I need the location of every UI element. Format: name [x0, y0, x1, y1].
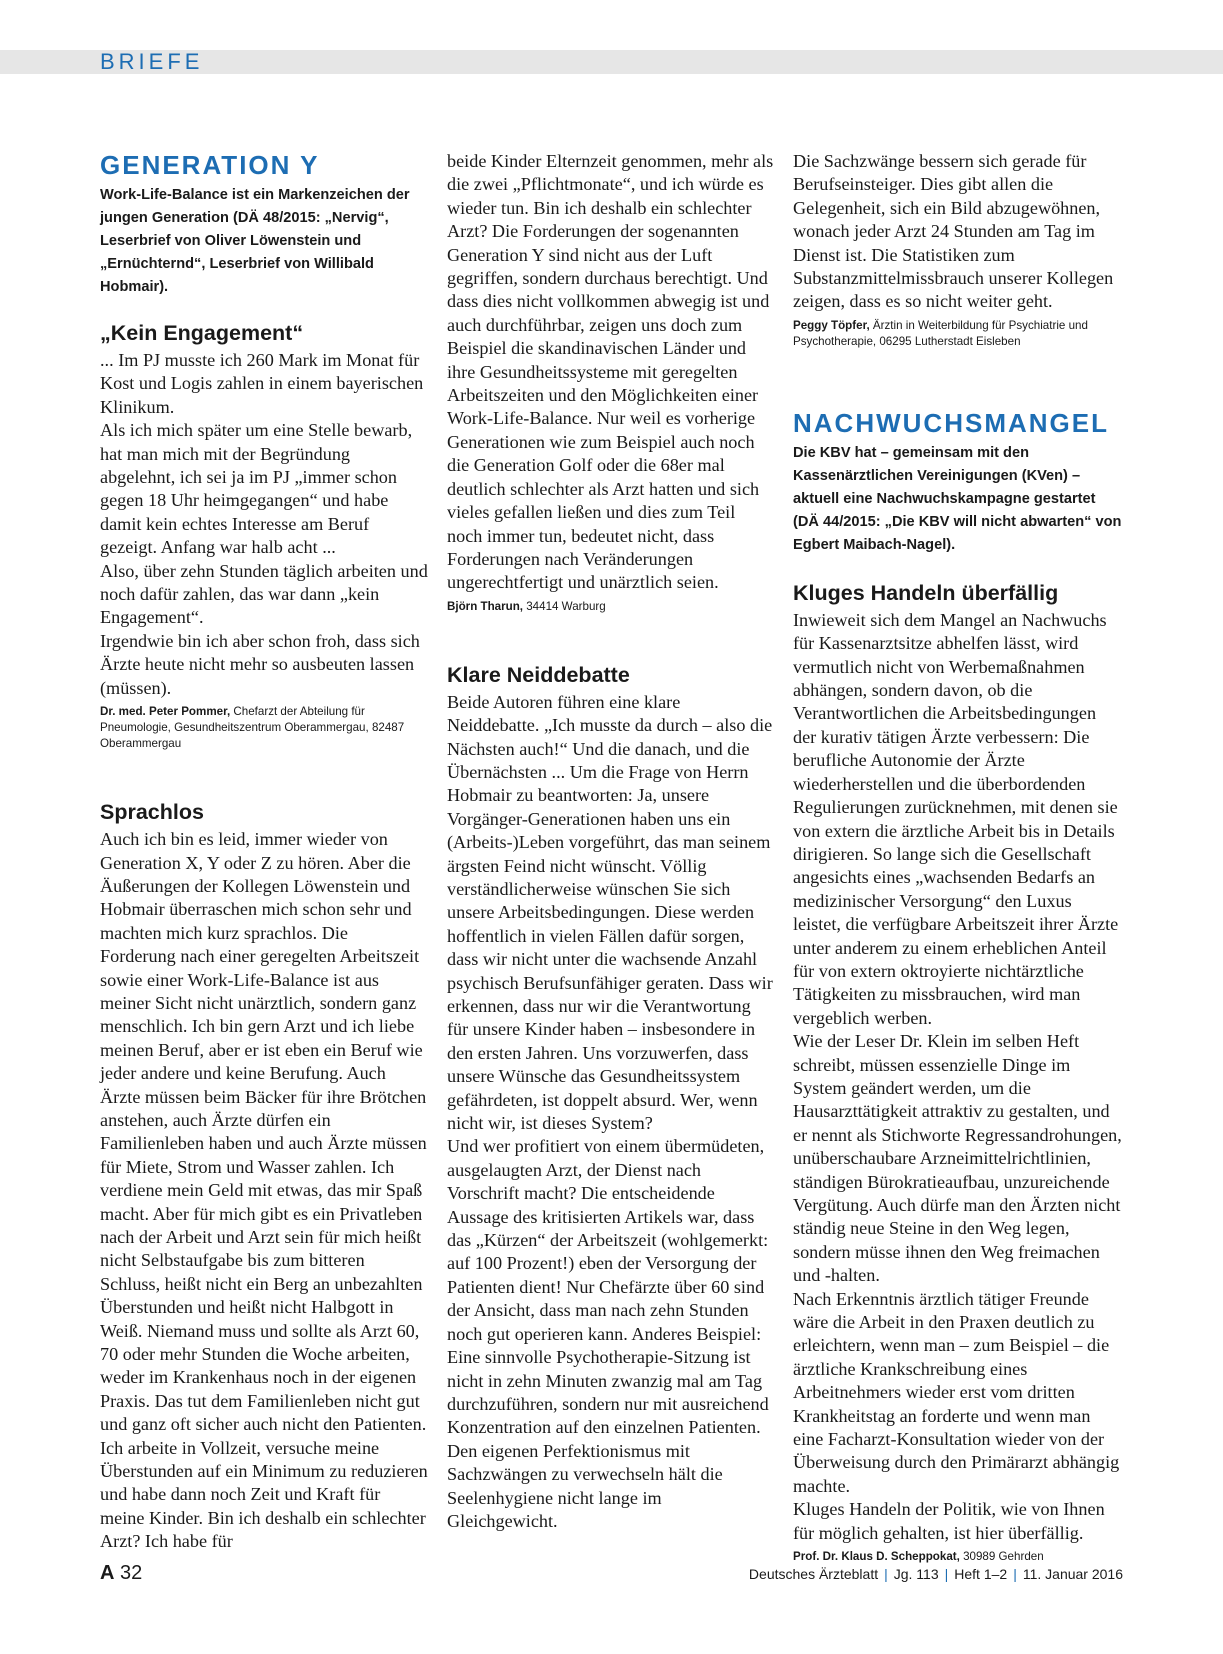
page-number-value: 32 — [120, 1562, 143, 1584]
signature-details: Chefarzt der Abteilung für Pneumologie, Gesundheitszentrum Oberammergau, 82487 Oberammergau — [100, 705, 405, 751]
rubric-intro: Work-Life-Balance ist ein Markenzeichen der jungen Generation (DÄ 48/2015: „Nervig“, Leserbrief von Oliver Löwenstein und „Ernüchternd“, Leserbrief von Willibald Hobmair). — [100, 187, 410, 295]
journal-volume: Jg. 113 — [893, 1566, 939, 1582]
paragraph: Auch ich bin es leid, immer wieder von Generation X, Y oder Z zu hören. Aber die Äußerungen der Kollegen Löwenstein und Hobmair überraschen mich schon sehr und machten mich kurz sprachlos. Die Forderung nach einer geregelten Arbeitszeit sowie einer Work-Life-Balance ist aus meiner Sicht nicht unärztlich, sondern ganz menschlich. Ich bin gern Arzt und ich liebe meinen Beruf, aber er ist eben ein Beruf wie jeder andere und keine Berufung. Auch Ärzte müssen beim Bäcker für ihre Brötchen anstehen, auch Ärzte dürfen ein Familienleben haben und auch Ärzte müssen für Miete, Strom und Wasser zahlen. Ich verdiene mein Geld mit etwas, das mir Spaß macht. Aber für mich gibt es ein Privatleben nach der Arbeit und Arzt sein für mich heißt nicht Selbstaufgabe bis zum bitteren Schluss, heißt nicht ein Berg an unbezahlten Überstunden und heißt nicht Halbgott in Weiß. Niemand muss und sollte als Arzt 60, 70 oder mehr Stunden die Woche arbeiten, weder im Krankenhaus noch in der eigenen Praxis. Das tut dem Familienleben nicht gut und ganz oft sicher auch nicht den Patienten. Ich arbeite in Vollzeit, versuche meine Überstunden auf ein Minimum zu reduzieren und habe dann noch Zeit und Kraft für meine Kinder. Bin ich deshalb ein schlechter Arzt? Ich habe für — [100, 829, 428, 1552]
letter-body — [100, 828, 428, 1554]
letter-signature — [793, 318, 1123, 350]
paragraph: Irgendwie bin ich aber schon froh, dass sich Ärzte heute nicht mehr so ausbeuten lassen (müssen). — [100, 630, 420, 698]
paragraph: Und wer profitiert von einem übermüdeten, ausgelaugten Arzt, der Dienst nach Vorschrift macht? Die entscheidende Aussage des kritisierten Artikels war, dass das „Kürzen“ der Arbeitszeit (wohlgemerkt: auf 100 Prozent!) eben der Versorgung der Patienten dient! Nur Chefärzte über 60 sind der Ansicht, dass man nach zehn Stunden noch gut operieren kann. Anderes Beispiel: Eine sinnvolle Psychotherapie-Sitzung ist nicht in zehn Minuten zwanzig mal am Tag durchzuführen, sondern nur mit ausreichend Konzentration auf den einzelnen Patienten. — [447, 1136, 769, 1438]
paragraph: Beide Autoren führen eine klare Neiddebatte. „Ich musste da durch – also die Nächsten auch!“ Und die danach, und die Übernächsten ... Um die Frage von Herrn Hobmair zu beantworten: Ja, unsere Vorgänger-Generationen haben uns ein (Arbeits-)Leben vorgeführt, das man seinem ärgsten Feind nicht wünscht. Völlig verständlicherweise wünschen Sie sich unsere Arbeitsbedingungen. Diese werden hoffentlich in vielen Fällen dafür sorgen, dass wir nicht unter die wachsende Anzahl psychisch Berufsunfähiger geraten. Dass wir erkennen, dass nur wir die Verantwortung für unsere Kinder haben – insbesondere in den ersten Jahren. Uns vorzuwerfen, dass unsere Wünsche das Gesundheitssystem gefährdeten, ist doppelt absurd. Wer, wenn nicht wir, ist dieses System? — [447, 691, 773, 1134]
letter-body-continued — [447, 150, 775, 595]
paragraph: Also, über zehn Stunden täglich arbeiten und noch dafür zahlen, das war dann „kein Engagement“. — [100, 560, 428, 628]
section-label: BRIEFE — [100, 49, 204, 74]
paragraph: beide Kinder Elternzeit genommen, mehr als die zwei „Pflichtmonate“, und ich würde es wieder tun. Bin ich deshalb ein schlechter Arzt? Die Forderungen der sogenannten Generation Y sind nicht aus der Luft gegriffen, sondern durchaus berechtigt. Und dass dies nicht vollkommen abwegig ist und auch durchführbar, zeigen uns doch zum Beispiel die skandinavischen Länder und ihre Gesundheitssysteme mit geregelten Arbeitszeiten und den Möglichkeiten einer Work-Life-Balance. Nur weil es vorherige Generationen wie zum Beispiel auch noch die Generation Golf oder die 68er mal deutlich schlechter als Arzt hatten und sich vieles gefallen ließen und dies zum Teil noch immer tun, bedeutet nicht, dass Forderungen nach Veränderungen ungerechtfertigt und unärztlich seien. — [447, 151, 774, 593]
letter-signature — [100, 704, 428, 752]
column-3 — [793, 150, 1123, 1565]
letter-headline: Kluges Handeln überfällig — [793, 580, 1059, 605]
paragraph: Inwieweit sich dem Mangel an Nachwuchs für Kassenarztsitze abhelfen lässt, wird vermutlich nicht von Werbemaßnahmen abhängen, sondern davon, ob die Verantwortlichen die Arbeitsbedingungen der kurativ tätigen Ärzte verbessern: Die berufliche Autonomie der Ärzte wiederherstellen und die überbordenden Regulierungen zurücknehmen, mit denen sie von extern die ärztliche Arbeit bis in Details dirigieren. So lange sich die Gesellschaft angesichts eines „wachsenden Bedarfs an medizinischer Versorgung“ den Luxus leistet, die verfügbare Arbeitszeit ihrer Ärzte unter anderem zu einem erheblichen Anteil für von extern oktroyierte nichtärztliche Tätigkeiten zu missbrauchen, wird man vergeblich werben. — [793, 609, 1119, 1028]
paragraph: Wie der Leser Dr. Klein im selben Heft schreibt, müssen essenzielle Dinge im System geändert werden, um die Hausarzttätigkeit attraktiv zu gestalten, und er nennt als Stichworte Regressandrohungen, unüberschaubare Arzneimittelrichtlinien, ständigen Bürokratieaufbau, unzureichende Vergütung. Auch dürfe man den Ärzten nicht ständig neue Steine in den Weg legen, sondern müsse ihnen den Weg freimachen und -halten. — [793, 1031, 1122, 1286]
rubric-generation-y: GENERATION Y — [100, 150, 320, 180]
signature-details: 30989 Gehrden — [959, 1550, 1044, 1564]
signature-details: Ärztin in Weiterbildung für Psychiatrie und Psychotherapie, 06295 Lutherstadt Eisleben — [793, 318, 1088, 348]
paragraph: Kluges Handeln der Politik, wie von Ihnen für möglich gehalten, ist hier überfällig. — [793, 1499, 1105, 1543]
letter-body — [793, 609, 1123, 1545]
signature-name: Peggy Töpfer, — [793, 318, 870, 332]
letter-headline: Klare Neiddebatte — [447, 662, 630, 687]
paragraph: Den eigenen Perfektionismus mit Sachzwängen zu verwechseln hält die Seelenhygiene nicht lange im Gleichgewicht. — [447, 1440, 723, 1531]
column-1 — [100, 150, 428, 1554]
paragraph: Nach Erkenntnis ärztlich tätiger Freunde wäre die Arbeit in den Praxen deutlich zu erleichtern, wenn man – zum Beispiel – die ärztliche Krankschreibung eines Arbeitnehmers wieder erst vom dritten Krankheitstag an forderte und wenn man eine Facharzt-Konsultation wieder von der Überweisung durch den Primärarzt abhängig machte. — [793, 1288, 1120, 1496]
page-number — [100, 1562, 142, 1585]
signature-details: 34414 Warburg — [523, 599, 606, 613]
paragraph: Als ich mich später um eine Stelle bewarb, hat man mich mit der Begründung abgelehnt, ich sei ja im PJ „immer schon gegen 18 Uhr heimgegangen“ und habe damit kein echtes Interesse am Beruf gezeigt. Anfang war halb acht ... — [100, 420, 413, 558]
separator: | — [1013, 1566, 1017, 1582]
letter-signature — [447, 599, 775, 615]
letter-body — [100, 349, 428, 700]
column-2 — [447, 150, 775, 1533]
page-footer — [100, 1562, 1123, 1588]
page-prefix: A — [100, 1562, 115, 1584]
letter-body — [447, 691, 775, 1534]
signature-name: Prof. Dr. Klaus D. Scheppokat, — [793, 1550, 960, 1564]
journal-info — [749, 1566, 1123, 1582]
signature-name: Dr. med. Peter Pommer, — [100, 705, 231, 719]
separator: | — [944, 1566, 949, 1582]
journal-issue: Heft 1–2 — [954, 1566, 1008, 1582]
letter-body-continued — [793, 150, 1123, 314]
signature-name: Björn Tharun, — [447, 599, 523, 613]
separator: | — [884, 1566, 888, 1582]
paragraph: Die Sachzwänge bessern sich gerade für Berufseinsteiger. Dies gibt allen die Gelegenheit, sich ein Bild abzugewöhnen, wonach jeder Arzt 24 Stunden am Tag im Dienst ist. Die Statistiken zum Substanzmittelmissbrauch unserer Kollegen zeigen, dass es so nicht weiter geht. — [793, 151, 1114, 312]
letter-headline: „Kein Engagement“ — [100, 321, 304, 345]
letter-headline: Sprachlos — [100, 800, 204, 825]
rubric-nachwuchsmangel: NACHWUCHSMANGEL — [793, 407, 1109, 438]
journal-date: 11. Januar 2016 — [1022, 1566, 1123, 1582]
paragraph: ... Im PJ musste ich 260 Mark im Monat für Kost und Logis zahlen in einem bayerischen Klinikum. — [100, 350, 424, 417]
rubric-intro: Die KBV hat – gemeinsam mit den Kassenärztlichen Vereinigungen (KVen) – aktuell eine Nachwuchskampagne gestartet (DÄ 44/2015: „Die KBV will nicht abwarten“ von Egbert Maibach-Nagel). — [793, 444, 1122, 553]
journal-name: Deutsches Ärzteblatt — [748, 1566, 879, 1582]
